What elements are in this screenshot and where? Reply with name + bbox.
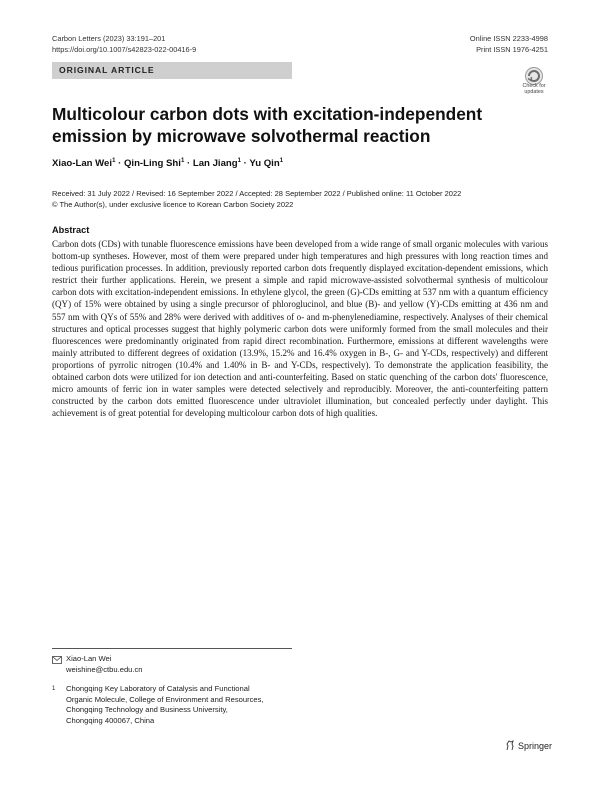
copyright-line: © The Author(s), under exclusive licence to Korean Carbon Society 2022 <box>52 200 294 209</box>
footnote-divider <box>52 648 292 649</box>
doi-link[interactable]: https://doi.org/10.1007/s42823-022-00416-9 <box>52 45 197 54</box>
author-name[interactable]: Yu Qin <box>249 158 280 170</box>
affiliation-address: Chongqing Key Laboratory of Catalysis and Functional Organic Molecule, College of Environment and Resources, Chongqing Technology and Business University, Chongqing 400067, China <box>66 684 264 725</box>
dates-line: Received: 31 July 2022 / Revised: 16 September 2022 / Accepted: 28 September 2022 / Published online: 11 October 2022 <box>52 189 462 198</box>
corresponding-name: Xiao-Lan Wei <box>66 654 112 663</box>
author-name[interactable]: Qin-Ling Shi <box>123 158 181 170</box>
journal-reference: Carbon Letters (2023) 33:191–201 <box>52 34 166 43</box>
author-separator: · <box>184 158 193 170</box>
publisher-logo <box>505 740 552 751</box>
affiliation-marker: 1 <box>237 158 241 164</box>
affiliation-marker: 1 <box>180 158 185 164</box>
article-title: Multicolour carbon dots with excitation-independent emission by microwave solvothermal reaction <box>52 104 483 146</box>
abstract-heading: Abstract <box>52 225 90 235</box>
publication-history <box>52 188 461 210</box>
author-name[interactable]: Xiao-Lan Wei <box>52 158 113 170</box>
author-name[interactable]: Lan Jiang <box>192 158 238 170</box>
affiliation-marker: 1 <box>112 158 116 164</box>
publisher-name: Springer <box>518 741 553 751</box>
article-type-label: ORIGINAL ARTICLE <box>59 65 155 75</box>
abstract-text: Carbon dots (CDs) with tunable fluorescence emissions have been developed from a wide range of small organic molecules with various bottom-up syntheses. However, most of them were prepared under high temperatures and high pressures with long reaction times and tedious purification processes. In addition, previously reported carbon dots frequently displayed excitation-dependent emissions, which restrict their further applications. Herein, we present a simple and rapid microwave-assisted solvothermal synthesis of multicolour carbon dots with excitation-independent emissions. In ethylene glycol, the green (G)-CDs emitting at 537 nm with a quantum efficiency (QY) of 15% were obtained by using a single precursor of phloroglucinol, and blue (B)- and yellow (Y)-CDs emitting at 436 nm and 557 nm with QYs of 55% and 28% were derived with additives of o- and m-phenylenediamine, respectively. Analyses of their chemical structures and optical processes suggest that highly polymeric carbon dots were uniformly formed from the small molecules and their fluorescences were predominantly originated from rapid direct recombination. Furthermore, emissions at different wavelengths were mainly attributed to different degrees of oxidation (13.9%, 15.2% and 16.4% oxygen in B-, G- and Y-CDs, respectively) and different proportions of pyrrolic nitrogen (10.4% and 1.40% in B- and Y-CDs, respectively). To demonstrate the application feasibility, the obtained carbon dots were utilized for ion detection and anti-counterfeiting. Based on static quenching of the carbon dots' fluorescence, micro amounts of ferric ion in water samples were detected selectively and reproducibly. Moreover, the anti-counterfeiting pattern constructed by the carbon dots emitted fluorescence under ultraviolet illumination, but concealed perfectly under daylight. This achievement is of great potential for developing multicolour carbon dots of high qualities. <box>52 239 548 419</box>
author-separator: · <box>115 158 124 170</box>
author-separator: · <box>240 158 250 170</box>
check-for-updates-label: Check for updates <box>522 83 546 95</box>
affiliation-number: 1 <box>52 686 56 692</box>
springer-horse-icon <box>505 740 515 751</box>
corresponding-email[interactable]: weishine@ctbu.edu.cn <box>66 664 143 674</box>
corresponding-author <box>66 654 143 675</box>
online-issn: Online ISSN 2233-4998 <box>469 34 548 43</box>
article-type-bar <box>52 62 292 79</box>
email-icon <box>52 656 62 664</box>
affiliation-marker: 1 <box>279 158 284 164</box>
author-list <box>52 158 283 169</box>
print-issn: Print ISSN 1976-4251 <box>476 45 548 54</box>
